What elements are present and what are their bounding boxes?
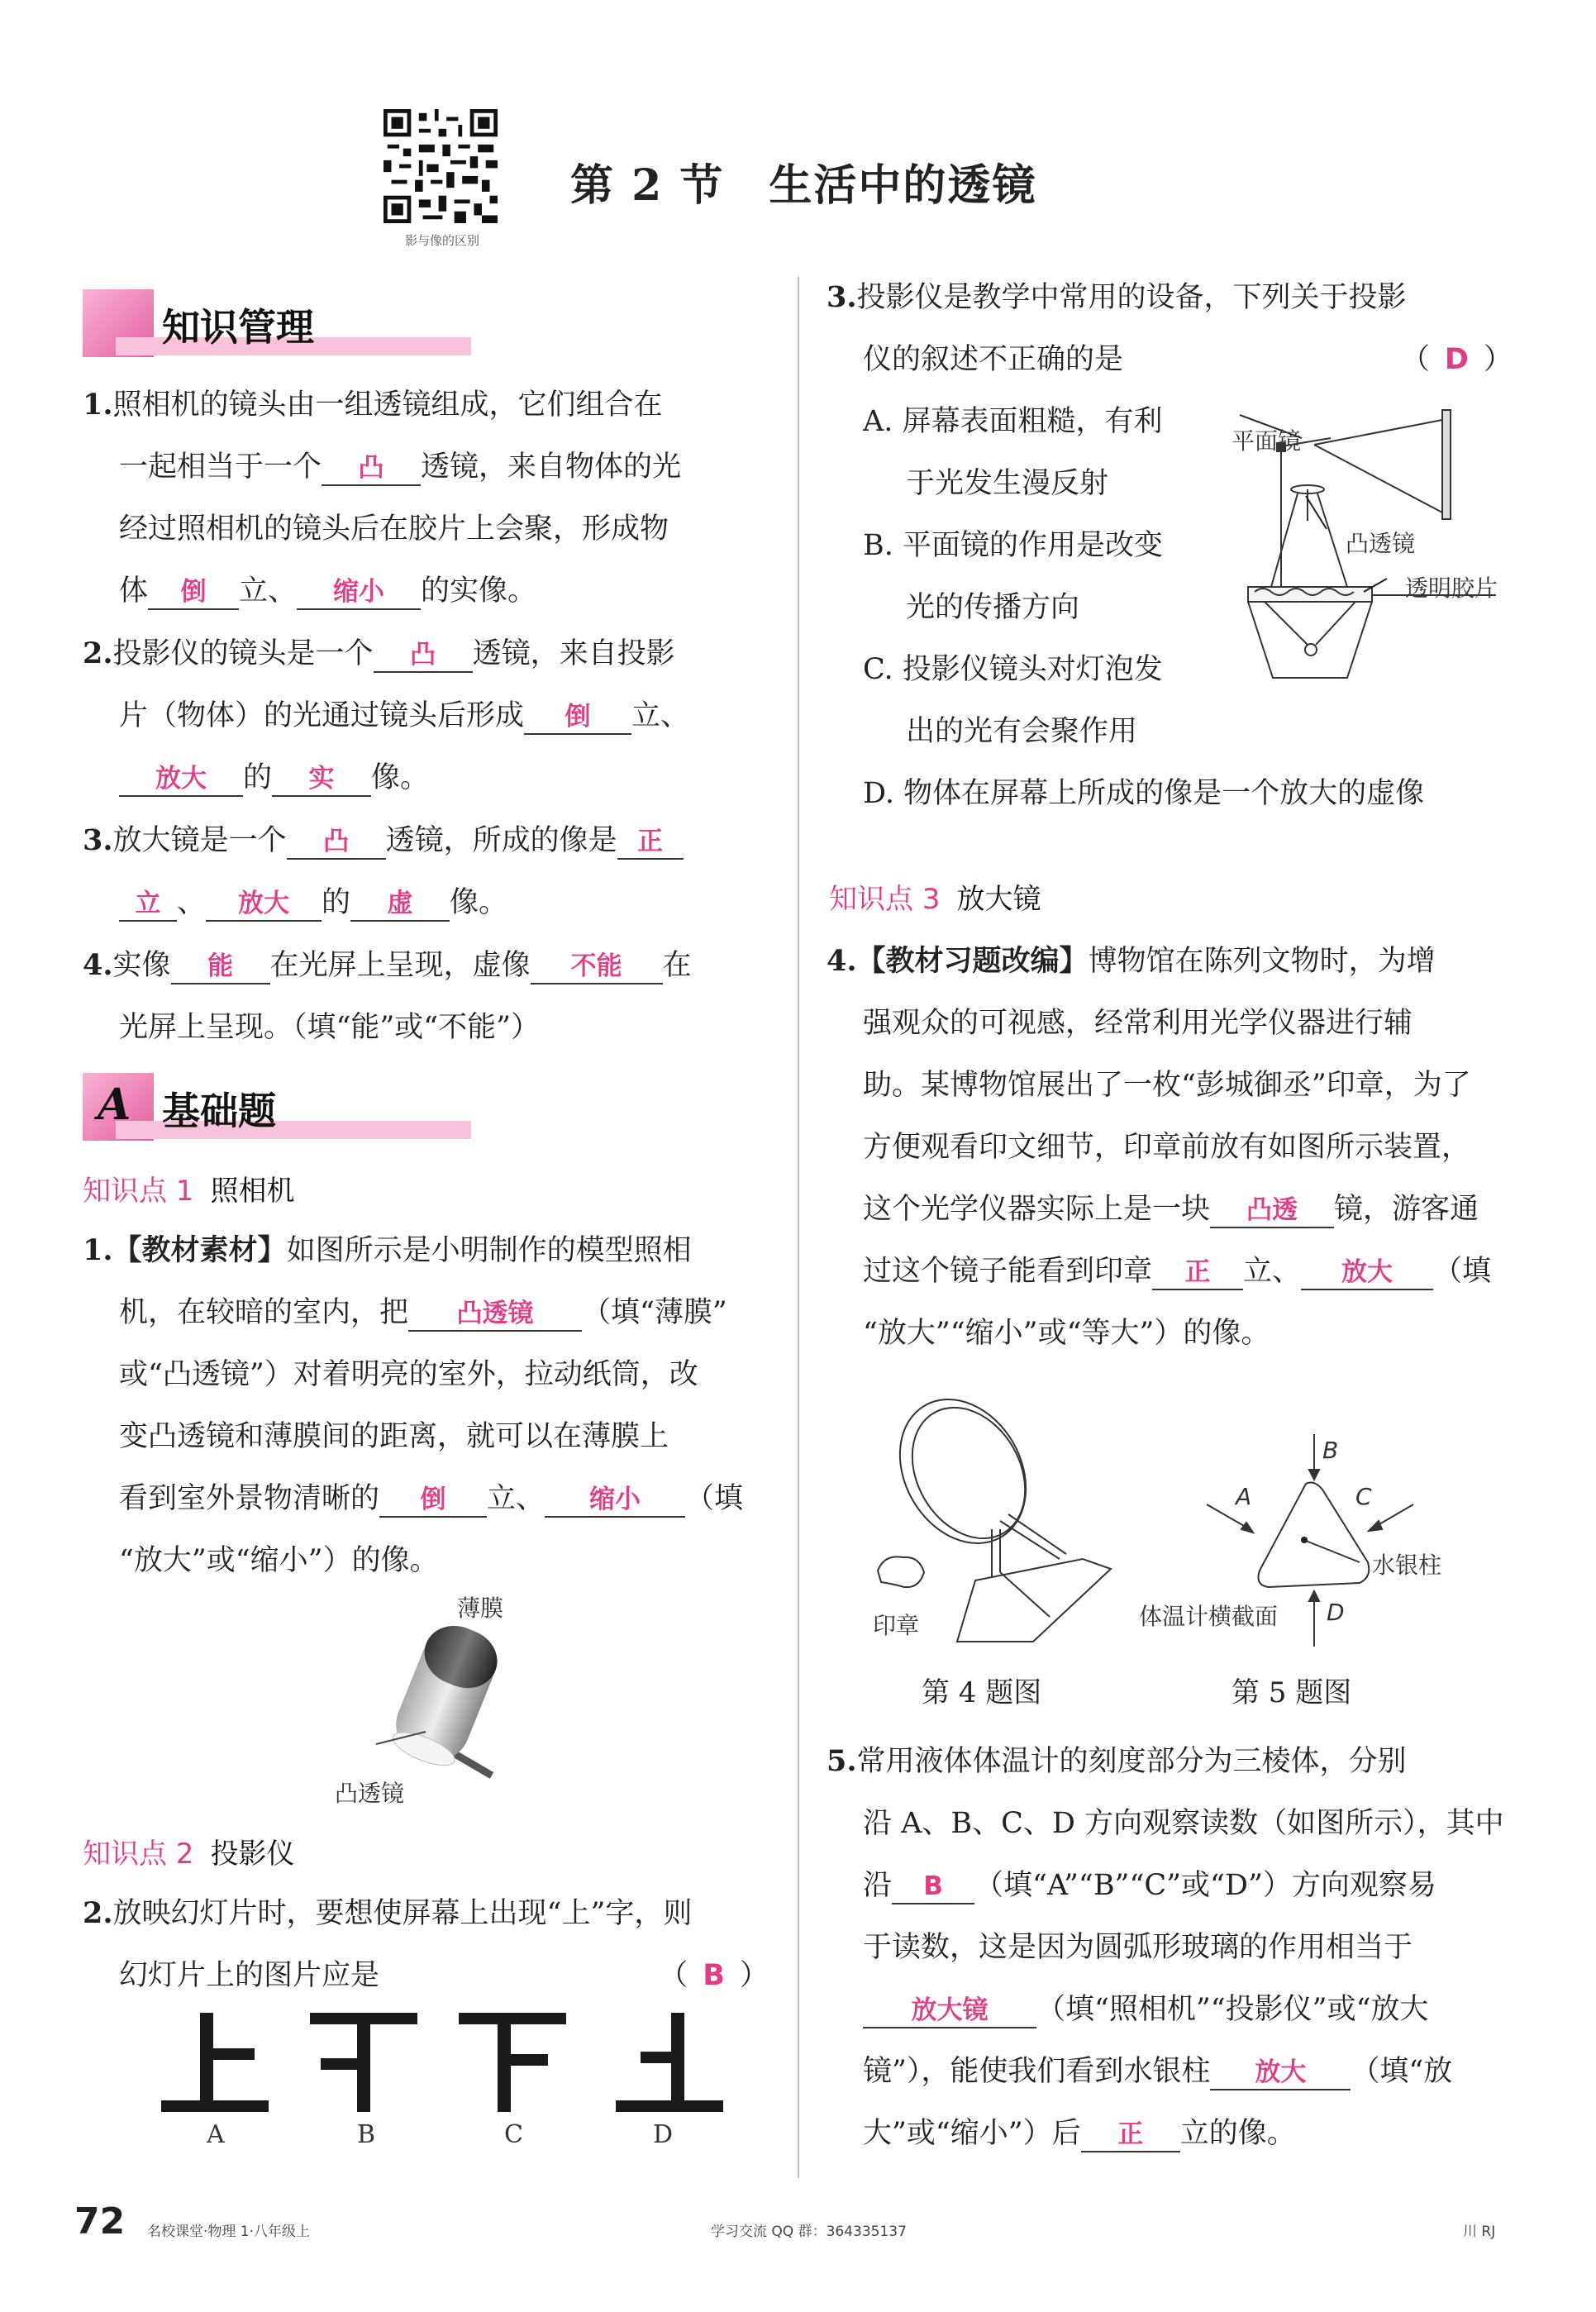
- right-question-5: 5.常用液体体温计的刻度部分为三棱体，分别 沿 A、B、C、D 方向观察读数（如图所示），其中 沿 B （填“A”“B”“C”或“D”）方向观察易 于读数，这是因为圆弧形玻璃的作用相当于 放大镜 （填“照相机”“投影仪”或“放大 镜”），能使我们看到水银柱 放大 （填“放 大”或“缩小”）后 正 立的像。: [827, 1730, 1513, 2165]
- answer-blank: 放大: [119, 762, 243, 797]
- answer-blank: 放大: [1210, 2056, 1351, 2090]
- answer-blank: 虚: [350, 887, 450, 922]
- qr-caption: 影与像的区别: [404, 233, 479, 248]
- direction-c-label: C: [1355, 1483, 1372, 1510]
- footer-edition: 川 RJ: [1463, 2224, 1496, 2240]
- page-number: 72: [74, 2200, 126, 2243]
- answer-blank: 放大: [1301, 1256, 1433, 1290]
- answer-blank: 实: [272, 762, 371, 797]
- basic-question-2: 2.放映幻灯片时，要想使屏幕上出现“上”字，则 幻灯片上的图片应是 （ B ）: [83, 1896, 769, 1992]
- answer-blank: 凸: [287, 825, 386, 860]
- answer-choice: D: [1444, 343, 1469, 376]
- slide-label: 透明胶片: [1405, 574, 1498, 602]
- section-banner-knowledge: 知识管理: [83, 289, 479, 369]
- question-2: 2.投影仪的镜头是一个 凸 透镜，来自投影: [83, 622, 769, 685]
- footer-qq: 学习交流 QQ 群：364335137: [711, 2224, 907, 2240]
- option-label-c: C: [504, 2120, 523, 2149]
- lens-label: 凸透镜: [335, 1780, 405, 1807]
- answer-blank: 立: [119, 887, 177, 922]
- question-3: 3.放大镜是一个 凸 透镜，所成的像是 正: [83, 809, 769, 872]
- answer-blank: 倒: [524, 700, 631, 735]
- answer-blank: 倒: [379, 1483, 487, 1518]
- film-label: 薄膜: [457, 1595, 504, 1622]
- answer-blank: 不能: [531, 950, 663, 984]
- direction-a-label: A: [1236, 1483, 1252, 1510]
- answer-blank: 缩小: [545, 1483, 685, 1518]
- answer-blank: 放大镜: [863, 1994, 1036, 2028]
- answer-blank: 凸透: [1210, 1194, 1334, 1228]
- answer-blank: 凸: [322, 451, 421, 486]
- answer-blank: 凸透镜: [408, 1297, 582, 1332]
- option-label-d: D: [653, 2120, 674, 2149]
- right-question-3: 3.投影仪是教学中常用的设备，下列关于投影 仪的叙述不正确的是 （ D ） A. 屏幕表面粗糙，有利 于光发生漫反射 B. 平面镜的作用是改变 光的传播方向 C. 投影仪镜头对灯泡发 出的光有会聚作用 D. 物体在屏幕上所成的像是一个放大的虚像: [827, 280, 1513, 810]
- mercury-label: 水银柱: [1372, 1552, 1442, 1579]
- answer-blank: B: [892, 1870, 974, 1904]
- answer-blank: 能: [171, 950, 270, 984]
- answer-blank: 正: [1081, 2118, 1180, 2152]
- page-title: 第 2 节 生活中的透镜: [570, 160, 1037, 211]
- section-banner-basic: A 基础题: [83, 1073, 479, 1152]
- basic-question-1: 1.【教材素材】如图所示是小明制作的模型照相 机，在较暗的室内，把 凸透镜 （填“薄膜” 或“凸透镜”）对着明亮的室外，拉动纸筒，改 变凸透镜和薄膜间的距离，就可以在薄膜上 看到室外景物清晰的 倒 立、 缩小 （填 “放大”或“缩小”）的像。: [83, 1233, 744, 1577]
- direction-b-label: B: [1322, 1437, 1339, 1464]
- knowledge-point-1: 知识点 1 照相机: [83, 1175, 295, 1208]
- option-label-b: B: [357, 2120, 376, 2149]
- answer-blank: 缩小: [297, 575, 421, 610]
- knowledge-point-3: 知识点 3 放大镜: [829, 883, 1041, 916]
- footer-book: 名校课堂·物理 1·八年级上: [147, 2224, 311, 2240]
- answer-blank: 正: [1152, 1256, 1243, 1290]
- convex-lens-label: 凸透镜: [1346, 530, 1416, 557]
- qr-code-icon: [384, 109, 498, 223]
- figure-5-caption: 第 5 题图: [1232, 1676, 1352, 1709]
- answer-blank: 放大: [206, 887, 322, 922]
- column-divider: [798, 277, 799, 2178]
- knowledge-point-2: 知识点 2 投影仪: [83, 1838, 295, 1871]
- knowledge-questions: 1.照相机的镜头由一组透镜组成，它们组合在 一起相当于一个 凸 透镜，来自物体的光 经过照相机的镜头后在胶片上会聚，形成物 体 倒 立、 缩小 的实像。 2.投影仪的镜头是一个 凸 透镜，来自投影 片（物体）的光通过镜头后形成 倒 立、 放大 的 实 像。 3.放大镜是一个 凸 透镜，所成的像是 正 立 、 放大 的 虚 像。 4.实像 能 在光屏上呈现，虚像 不能 在 光屏上呈现。（填“能”或“不能”）: [83, 374, 769, 1059]
- answer-choice: B: [703, 1959, 725, 1992]
- option-label-a: A: [207, 2120, 225, 2149]
- mirror-label: 平面镜: [1232, 427, 1302, 455]
- answer-blank: 凸: [374, 638, 473, 673]
- question-1: 1.照相机的镜头由一组透镜组成，它们组合在: [83, 388, 663, 422]
- seal-label: 印章: [873, 1612, 920, 1639]
- cross-section-label: 体温计横截面: [1139, 1603, 1279, 1630]
- answer-blank: 正: [617, 825, 684, 860]
- slide-options-figure: [161, 2009, 731, 2116]
- direction-d-label: D: [1327, 1599, 1345, 1626]
- right-question-4: 4.【教材习题改编】博物馆在陈列文物时，为增 强观众的可视感，经常利用光学仪器进行辅 助。某博物馆展出了一枚“彭城御丞”印章，为了 方便观看印文细节，印章前放有如图所示装置， 这个光学仪器实际上是一块 凸透 镜，游客通 过这个镜子能看到印章 正 立、 放大 （填 “放大”“缩小”或“等大”）的像。: [827, 944, 1492, 1350]
- answer-blank: 倒: [148, 575, 239, 610]
- question-4: 4.实像 能 在光屏上呈现，虚像 不能 在: [83, 934, 769, 997]
- figure-4-caption: 第 4 题图: [922, 1676, 1042, 1709]
